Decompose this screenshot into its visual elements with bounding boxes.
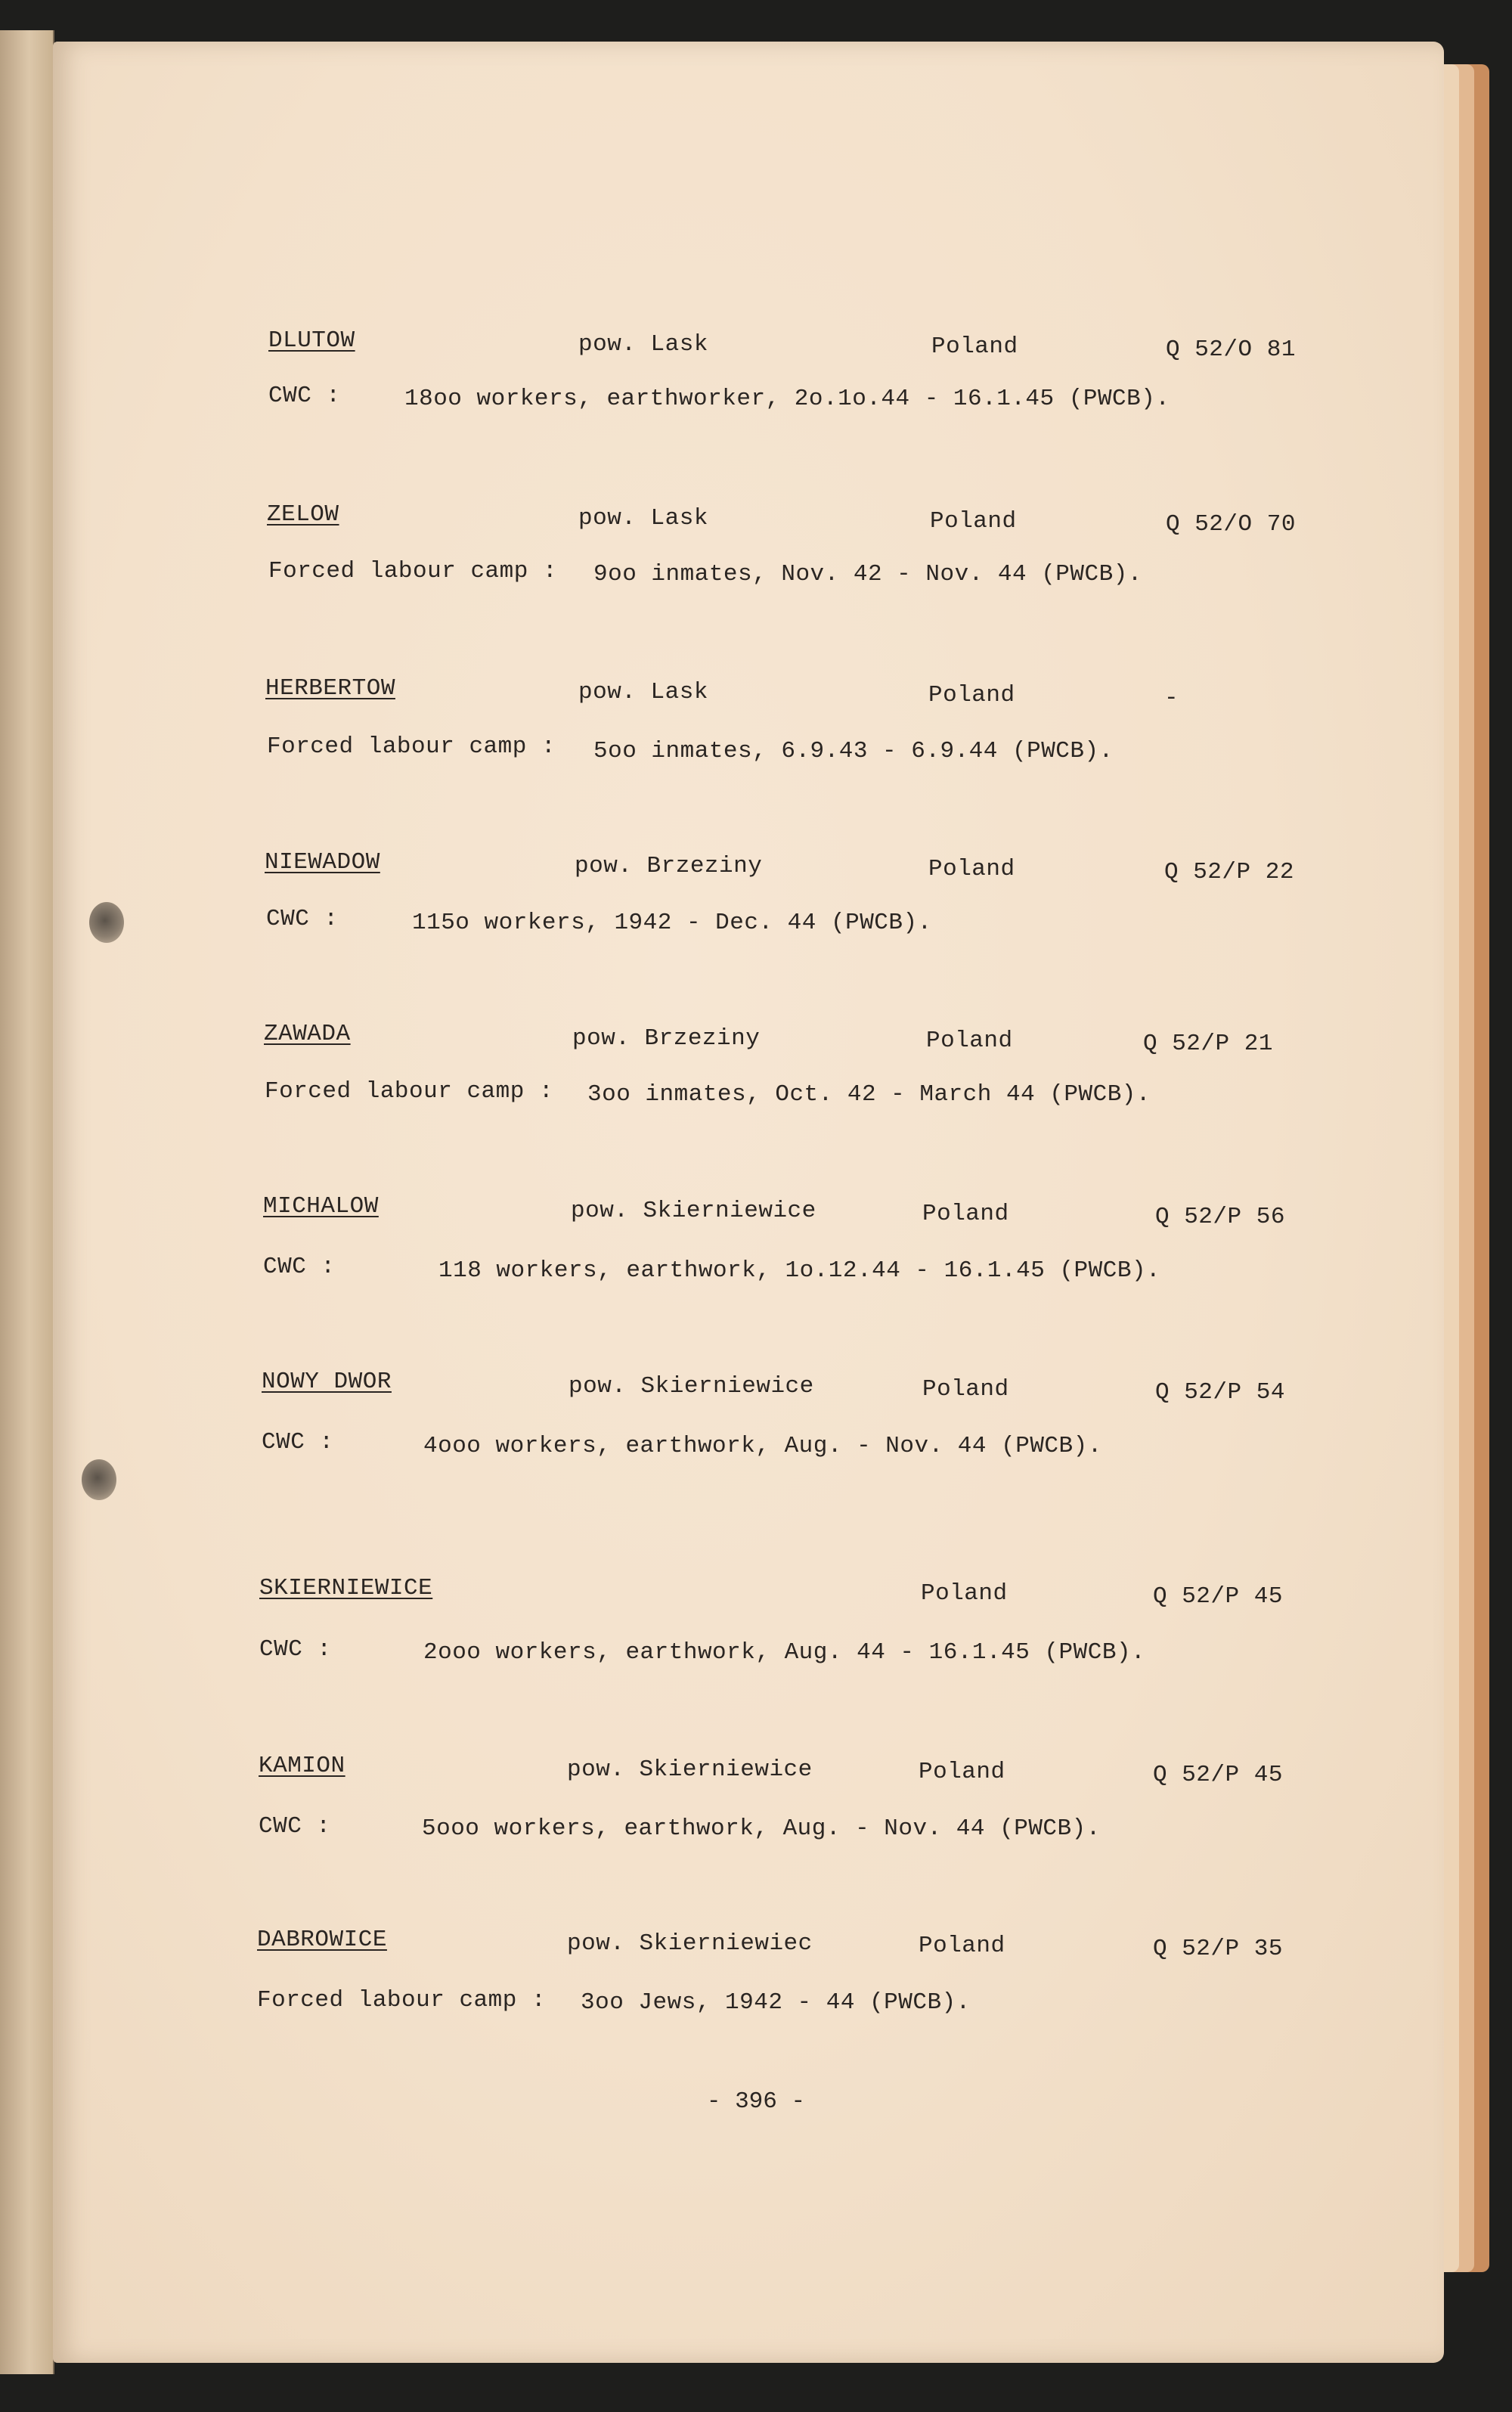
entry-country: Poland [919,1759,1005,1785]
entry-category: CWC : [262,1429,334,1456]
entry-details: 5ooo workers, earthwork, Aug. - Nov. 44 (PWCB). [422,1815,1101,1842]
entry-country: Poland [930,508,1017,535]
page-number: - 396 - [706,2088,806,2115]
entry-place: HERBERTOW [265,675,395,702]
entry-category: Forced labour camp : [267,733,556,760]
entry-country: Poland [922,1201,1009,1227]
entry-category: CWC : [259,1813,331,1840]
entry-details: 9oo inmates, Nov. 42 - Nov. 44 (PWCB). [593,561,1142,587]
entry-reference: - [1164,685,1179,712]
entry-details: 2ooo workers, earthwork, Aug. 44 - 16.1.45 (PWCB). [423,1639,1146,1666]
entry-category: CWC : [266,906,339,932]
entry-reference: Q 52/P 45 [1153,1583,1283,1610]
entry-district: pow. Lask [578,679,708,705]
punch-hole [89,902,124,943]
entry-district: pow. Skierniewiec [567,1930,813,1957]
entry-district: pow. Skierniewice [571,1198,816,1224]
entry-district: pow. Lask [578,505,708,532]
entry-country: Poland [926,1028,1013,1054]
entry-country: Poland [922,1376,1009,1403]
entry-country: Poland [931,333,1018,360]
entry-category: Forced labour camp : [257,1987,547,2014]
entry-details: 118 workers, earthwork, 1o.12.44 - 16.1.45 (PWCB). [438,1257,1161,1284]
left-page-edge [0,30,54,2374]
entry-country: Poland [928,856,1015,882]
entry-place: ZELOW [267,501,339,528]
entry-details: 18oo workers, earthworker, 2o.1o.44 - 16.1.45 (PWCB). [404,386,1170,412]
entry-reference: Q 52/P 45 [1153,1762,1283,1788]
entry-district: pow. Brzeziny [572,1025,761,1052]
entry-place: ZAWADA [264,1021,351,1047]
entry-details: 4ooo workers, earthwork, Aug. - Nov. 44 (PWCB). [423,1433,1102,1459]
punch-hole [82,1459,116,1500]
entry-place: NIEWADOW [265,849,380,876]
entry-district: pow. Lask [578,331,708,358]
entry-details: 5oo inmates, 6.9.43 - 6.9.44 (PWCB). [593,738,1114,764]
entry-country: Poland [928,682,1015,708]
entry-category: CWC : [263,1254,336,1280]
entry-district: pow. Skierniewice [567,1756,813,1783]
entry-place: DABROWICE [257,1927,387,1953]
entry-country: Poland [921,1580,1008,1607]
entry-place: MICHALOW [263,1193,379,1220]
entry-place: KAMION [259,1753,345,1779]
entry-category: CWC : [259,1636,332,1663]
entry-district: pow. Brzeziny [575,853,763,879]
entry-reference: Q 52/O 70 [1166,511,1296,538]
entry-category: Forced labour camp : [265,1078,554,1105]
entry-reference: Q 52/P 35 [1153,1936,1283,1962]
entry-reference: Q 52/P 54 [1155,1379,1285,1406]
entry-place: NOWY DWOR [262,1369,392,1395]
entry-reference: Q 52/O 81 [1166,336,1296,363]
entry-place: DLUTOW [268,327,355,354]
entry-reference: Q 52/P 22 [1164,859,1294,885]
entry-country: Poland [919,1933,1005,1959]
entry-reference: Q 52/P 56 [1155,1204,1285,1230]
entry-details: 115o workers, 1942 - Dec. 44 (PWCB). [412,910,932,936]
entry-place: SKIERNIEWICE [259,1575,433,1601]
entry-district: pow. Skierniewice [569,1373,814,1400]
entry-category: CWC : [268,383,341,409]
entry-reference: Q 52/P 21 [1143,1031,1273,1057]
entry-category: Forced labour camp : [268,558,558,584]
entry-details: 3oo inmates, Oct. 42 - March 44 (PWCB). [587,1081,1151,1108]
entry-details: 3oo Jews, 1942 - 44 (PWCB). [581,1989,971,2016]
